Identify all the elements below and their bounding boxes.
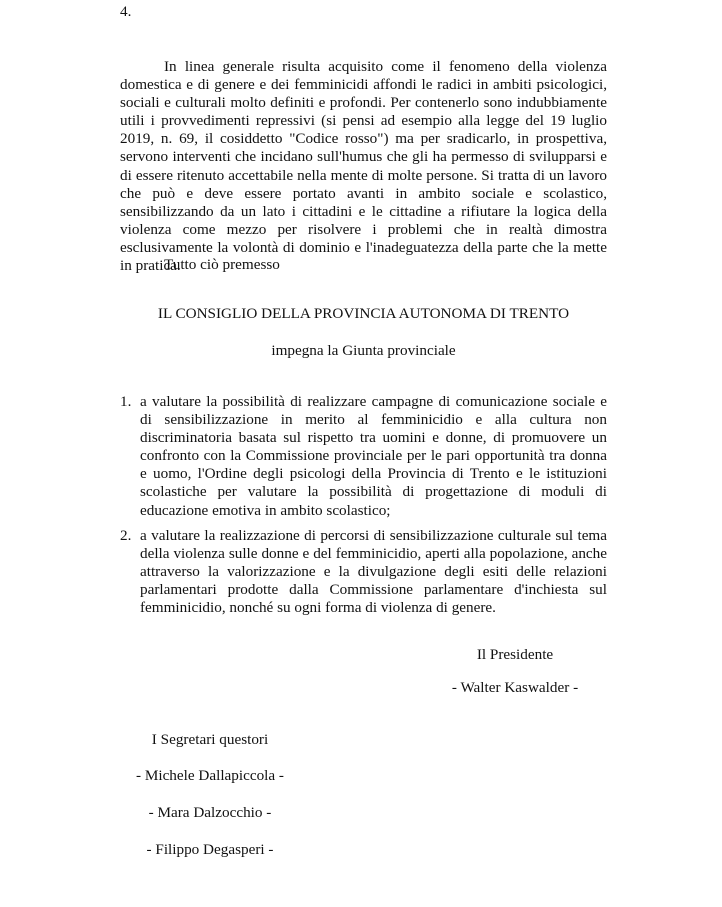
commitment-subheading: impegna la Giunta provinciale bbox=[271, 342, 456, 359]
president-title: Il Presidente bbox=[476, 646, 554, 663]
secretary-name: - Michele Dallapiccola - bbox=[135, 767, 284, 784]
secretary-name: - Mara Dalzocchio - bbox=[148, 804, 272, 821]
commitment-item bbox=[120, 393, 607, 520]
commitment-text: a valutare la realizzazione di percorsi di sensibilizzazione culturale sul tema della violenza sulle donne e del femminicidio, aperti alla popolazione, anche attraverso la valorizzazione e la divulgazione degli esiti delle relazioni parlamentari prodotte dalla Commissione parlamentare d'inchiesta sul femminicidio, nonché su ogni forma di violenza di genere. bbox=[140, 527, 607, 617]
premise-text: Tutto ciò premesso bbox=[164, 256, 280, 273]
intro-paragraph: In linea generale risulta acquisito come il fenomeno della violenza domestica e di genere e dei femminicidi affondi le radici in ambiti psicologici, sociali e culturali molto definiti e profondi. Per contenerlo sono indubbiamente utili i provvedimenti repressivi (si pensi ad esempio alla legge del 19 luglio 2019, n. 69, il cosiddetto "Codice rosso") ma per sradicarlo, in prospettiva, servono interventi che incidano sull'humus che gli ha permesso di svilupparsi e di essere ritenuto accettabile nella mente di molte persone. Si tratta di un lavoro che può e deve essere portato avanti in ambito sociale e scolastico, sensibilizzando da un lato i cittadini e le cittadine a rifiutare la logica della violenza come mezzo per risolvere i problemi che in realtà dimostra esclusivamente la volontà di dominio e l'inadeguatezza della parte che la mette in pratica. bbox=[120, 58, 607, 275]
commitment-item bbox=[120, 527, 607, 617]
secretaries-title: I Segretari questori bbox=[151, 731, 269, 748]
commitment-number: 2. bbox=[120, 527, 132, 544]
page-number: 4. bbox=[120, 3, 132, 20]
president-name: - Walter Kaswalder - bbox=[451, 679, 579, 696]
secretary-name: - Filippo Degasperi - bbox=[146, 841, 274, 858]
commitment-text: a valutare la possibilità di realizzare campagne di comunicazione sociale e di sensibilizzazione in merito al femminicidio e alla cultura non discriminatoria basata sul rispetto tra uomini e donne, di promuovere un confronto con la Commissione provinciale per le pari opportunità tra donna e uomo, l'Ordine degli psicologi della Provincia di Trento e le istituzioni scolastiche per valutare la possibilità di progettazione di moduli di educazione emotiva in ambito scolastico; bbox=[140, 393, 607, 519]
commitment-number: 1. bbox=[120, 393, 132, 410]
council-heading: IL CONSIGLIO DELLA PROVINCIA AUTONOMA DI TRENTO bbox=[157, 305, 570, 322]
